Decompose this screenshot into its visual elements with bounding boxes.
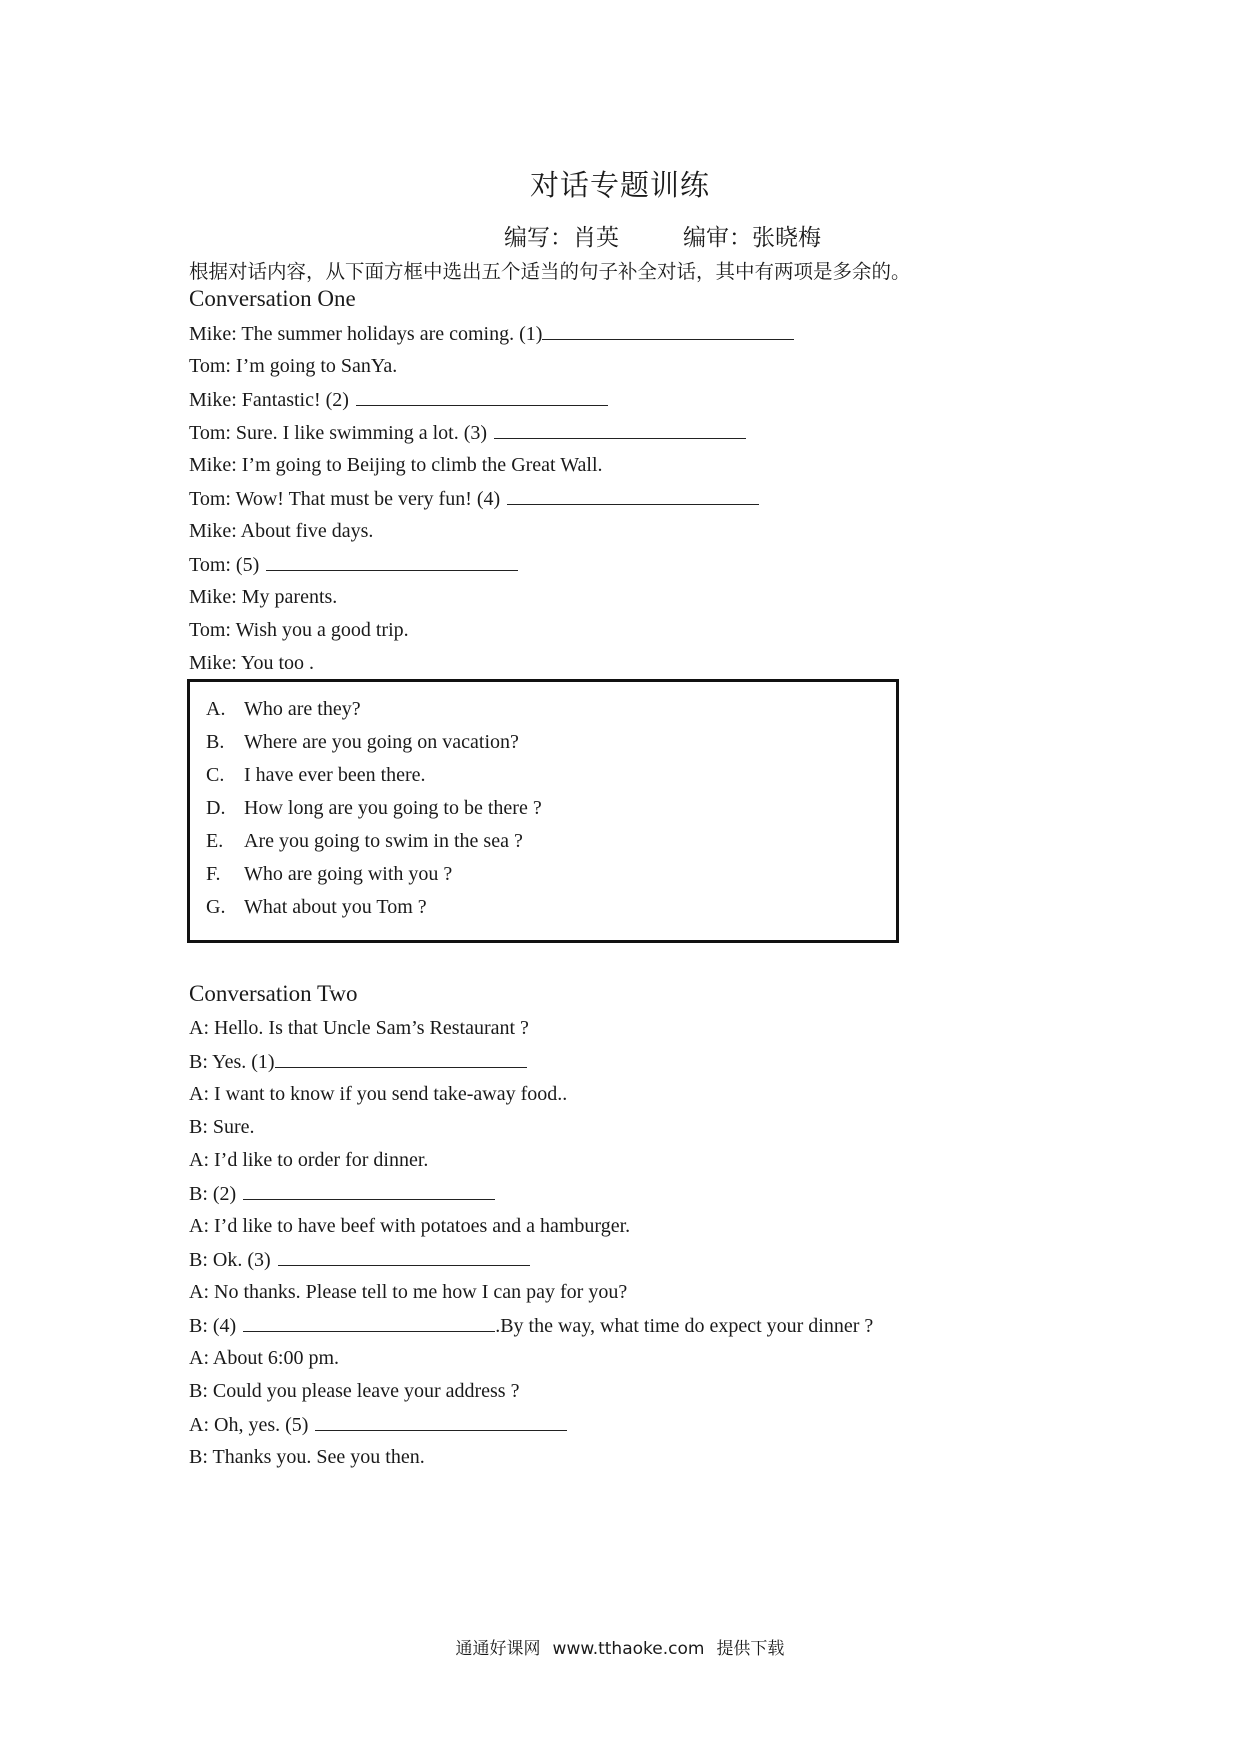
answer-blank[interactable] (356, 387, 608, 406)
dialogue-line: B: (4) .By the way, what time do expect your dinner ? (189, 1315, 874, 1337)
footer (0, 1634, 1240, 1659)
dialogue-line: B: Sure. (189, 1116, 255, 1138)
dialogue-line: Mike: My parents. (189, 586, 338, 608)
option-g: G. What about you Tom ? (206, 896, 427, 918)
dialogue-line: B: Could you please leave your address ? (189, 1380, 520, 1402)
page-title: 对话专题训练 (529, 168, 710, 202)
answer-blank[interactable] (275, 1049, 527, 1068)
dialogue-line: Mike: I’m going to Beijing to climb the Great Wall. (189, 454, 603, 476)
dialogue-line: B: Thanks you. See you then. (189, 1446, 425, 1468)
dialogue-line: A: I’d like to order for dinner. (189, 1149, 429, 1171)
dialogue-line: B: Yes. (1) (189, 1049, 527, 1074)
dialogue-line: B: (2) (189, 1181, 495, 1206)
answer-blank[interactable] (542, 321, 794, 340)
option-c: C. I have ever been there. (206, 764, 426, 786)
option-f: F. Who are going with you ? (206, 863, 453, 885)
dialogue-line: A: I’d like to have beef with potatoes and a hamburger. (189, 1215, 631, 1237)
dialogue-line: Tom: (5) (189, 552, 518, 577)
conversation-two-heading: Conversation Two (189, 981, 358, 1006)
footer-note: 提供下载 (716, 1639, 785, 1659)
instruction-text: 根据对话内容，从下面方框中选出五个适当的句子补全对话，其中有两项是多余的。 (189, 260, 911, 283)
conversation-one-heading: Conversation One (189, 286, 356, 311)
footer-url[interactable]: www.tthaoke.com (552, 1639, 705, 1659)
option-a: A. Who are they? (206, 698, 361, 720)
dialogue-line: A: About 6:00 pm. (189, 1347, 340, 1369)
reviewer-credit: 编审：张晓梅 (683, 225, 821, 251)
option-d: D. How long are you going to be there ? (206, 797, 542, 819)
dialogue-line: Mike: The summer holidays are coming. (1) (189, 321, 794, 346)
dialogue-line: Tom: Wish you a good trip. (189, 619, 409, 641)
dialogue-line: Tom: I’m going to SanYa. (189, 355, 398, 377)
answer-blank[interactable] (494, 420, 746, 439)
dialogue-line: Tom: Sure. I like swimming a lot. (3) (189, 420, 746, 445)
options-box (187, 679, 899, 943)
dialogue-line: A: I want to know if you send take-away food.. (189, 1083, 568, 1105)
dialogue-line: Mike: You too . (189, 652, 315, 674)
option-b: B. Where are you going on vacation? (206, 731, 519, 753)
dialogue-line: A: Oh, yes. (5) (189, 1412, 567, 1437)
answer-blank[interactable] (507, 486, 759, 505)
dialogue-line: A: No thanks. Please tell to me how I can pay for you? (189, 1281, 628, 1303)
answer-blank[interactable] (315, 1412, 567, 1431)
dialogue-line: Mike: About five days. (189, 520, 374, 542)
answer-blank[interactable] (278, 1247, 530, 1266)
option-e: E. Are you going to swim in the sea ? (206, 830, 523, 852)
dialogue-line: Mike: Fantastic! (2) (189, 387, 608, 412)
answer-blank[interactable] (243, 1313, 495, 1332)
dialogue-line: B: Ok. (3) (189, 1247, 530, 1272)
answer-blank[interactable] (243, 1181, 495, 1200)
writer-credit: 编写：肖英 (504, 225, 619, 251)
dialogue-line: A: Hello. Is that Uncle Sam’s Restaurant ? (189, 1017, 529, 1039)
dialogue-line: Tom: Wow! That must be very fun! (4) (189, 486, 759, 511)
footer-site-name: 通通好课网 (455, 1639, 541, 1659)
answer-blank[interactable] (266, 552, 518, 571)
authors-line (504, 219, 821, 252)
